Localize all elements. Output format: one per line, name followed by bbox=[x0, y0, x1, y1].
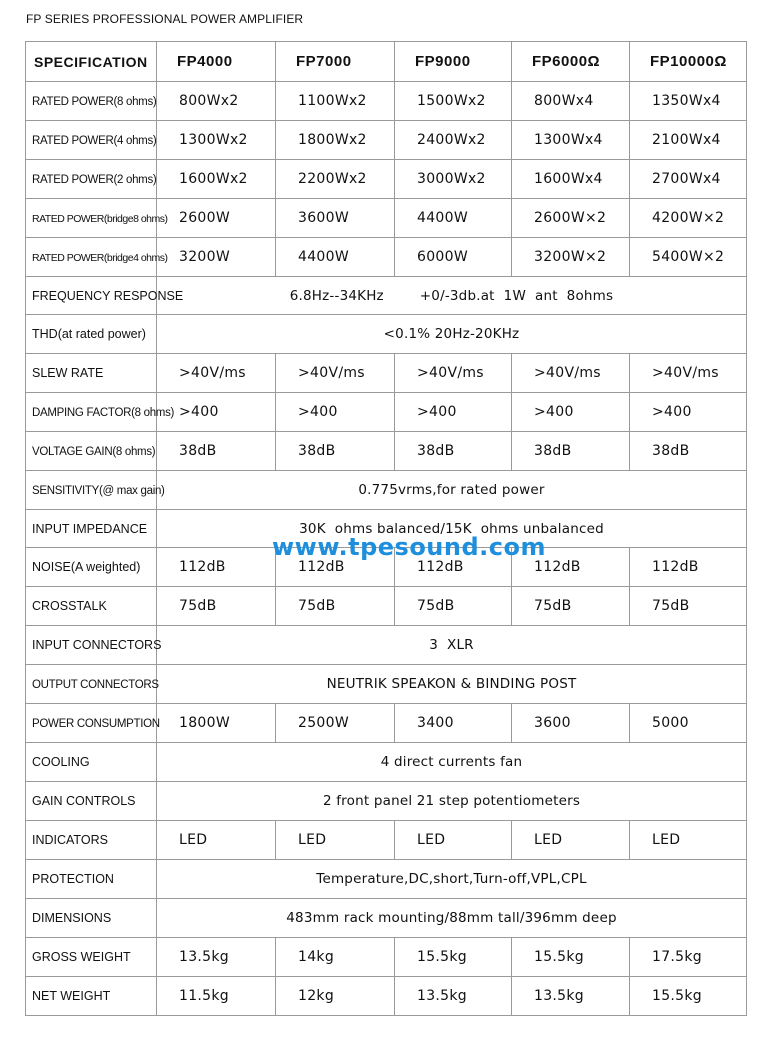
spec-value: >400 bbox=[512, 393, 630, 432]
spec-label-cell bbox=[26, 626, 162, 665]
spec-value: 15.5kg bbox=[512, 938, 630, 977]
spec-value: 4400W bbox=[395, 199, 512, 238]
spec-label-cell bbox=[26, 82, 157, 121]
spec-value: 112dB bbox=[512, 548, 630, 587]
spec-label-cell bbox=[26, 393, 175, 432]
spec-row bbox=[26, 354, 747, 393]
spec-value: 14kg bbox=[276, 938, 395, 977]
spec-row bbox=[26, 899, 747, 938]
spec-row bbox=[26, 315, 747, 354]
spec-value: 12kg bbox=[276, 977, 395, 1016]
spec-value: 2400Wx2 bbox=[395, 121, 512, 160]
spec-value: 15.5kg bbox=[630, 977, 747, 1016]
spec-value: 3200W×2 bbox=[512, 238, 630, 277]
specification-table bbox=[25, 41, 747, 1016]
spec-value: >40V/ms bbox=[512, 354, 630, 393]
spec-label-cell bbox=[26, 977, 157, 1016]
spec-value: 2700Wx4 bbox=[630, 160, 747, 199]
spec-label: DAMPING FACTOR(8 ohms) bbox=[32, 407, 175, 419]
spec-value: 13.5kg bbox=[395, 977, 512, 1016]
spec-value: 112dB bbox=[157, 548, 276, 587]
spec-value: 3400 bbox=[395, 704, 512, 743]
spec-value: 11.5kg bbox=[157, 977, 276, 1016]
spec-label: RATED POWER(4 ohms) bbox=[32, 135, 157, 147]
spec-value: 3600W bbox=[276, 199, 395, 238]
model-header: FP4000 bbox=[157, 42, 276, 82]
spec-value: >40V/ms bbox=[276, 354, 395, 393]
spec-row bbox=[26, 277, 747, 315]
spec-value: 1600Wx2 bbox=[157, 160, 276, 199]
watermark: www.tpesound.com bbox=[272, 533, 546, 561]
spec-label: COOLING bbox=[32, 755, 90, 769]
spec-value: 1800Wx2 bbox=[276, 121, 395, 160]
spec-value: 2500W bbox=[276, 704, 395, 743]
spec-value: 13.5kg bbox=[512, 977, 630, 1016]
spec-value: 1500Wx2 bbox=[395, 82, 512, 121]
spec-label-cell bbox=[26, 199, 168, 238]
spec-label-cell bbox=[26, 821, 157, 860]
spec-label-cell bbox=[26, 510, 157, 548]
spec-value: 800Wx4 bbox=[512, 82, 630, 121]
model-header: FP9000 bbox=[395, 42, 512, 82]
spec-label: POWER CONSUMPTION bbox=[32, 718, 160, 730]
spec-label-cell bbox=[26, 277, 184, 315]
spec-value: LED bbox=[630, 821, 747, 860]
spec-label: RATED POWER(bridge4 ohms) bbox=[32, 252, 168, 264]
spec-row bbox=[26, 471, 747, 510]
spec-value: 2600W bbox=[157, 199, 276, 238]
spec-row bbox=[26, 821, 747, 860]
spec-value: 3000Wx2 bbox=[395, 160, 512, 199]
spec-row bbox=[26, 199, 747, 238]
spec-label: RATED POWER(8 ohms) bbox=[32, 96, 157, 108]
spec-label-cell bbox=[26, 587, 157, 626]
spec-value: 5000 bbox=[630, 704, 747, 743]
spec-row bbox=[26, 121, 747, 160]
spec-label: RATED POWER(bridge8 ohms) bbox=[32, 213, 168, 225]
spec-row bbox=[26, 393, 747, 432]
spec-row bbox=[26, 782, 747, 821]
page-title: FP SERIES PROFESSIONAL POWER AMPLIFIER bbox=[26, 12, 304, 26]
spec-row bbox=[26, 938, 747, 977]
spec-label: FREQUENCY RESPONSE bbox=[32, 288, 184, 303]
spec-value: >400 bbox=[395, 393, 512, 432]
spec-label: SLEW RATE bbox=[32, 366, 104, 380]
spec-shared-value: 3 XLR bbox=[157, 626, 747, 665]
spec-value: 75dB bbox=[630, 587, 747, 626]
spec-label-cell bbox=[26, 315, 157, 354]
header-row bbox=[26, 42, 747, 82]
spec-label-cell bbox=[26, 548, 157, 587]
spec-label: GAIN CONTROLS bbox=[32, 794, 136, 808]
spec-row bbox=[26, 238, 747, 277]
spec-shared-value: 2 front panel 21 step potentiometers bbox=[157, 782, 747, 821]
spec-value: 5400W×2 bbox=[630, 238, 747, 277]
spec-value: >40V/ms bbox=[395, 354, 512, 393]
spec-label: NOISE(A weighted) bbox=[32, 560, 141, 574]
spec-value: 2600W×2 bbox=[512, 199, 630, 238]
spec-value: 4200W×2 bbox=[630, 199, 747, 238]
model-header: FP6000Ω bbox=[512, 42, 630, 82]
spec-label-cell bbox=[26, 782, 157, 821]
spec-value: 112dB bbox=[276, 548, 395, 587]
spec-label: RATED POWER(2 ohms) bbox=[32, 174, 157, 186]
spec-value: >40V/ms bbox=[157, 354, 276, 393]
spec-value: 75dB bbox=[512, 587, 630, 626]
spec-value: 2100Wx4 bbox=[630, 121, 747, 160]
spec-value: 1300Wx4 bbox=[512, 121, 630, 160]
spec-value: >400 bbox=[157, 393, 276, 432]
spec-label: CROSSTALK bbox=[32, 599, 107, 613]
spec-row bbox=[26, 160, 747, 199]
spec-value: >400 bbox=[276, 393, 395, 432]
spec-label-cell bbox=[26, 160, 157, 199]
spec-label: NET WEIGHT bbox=[32, 989, 111, 1003]
spec-label-cell bbox=[26, 121, 157, 160]
spec-value: 38dB bbox=[630, 432, 747, 471]
spec-value: LED bbox=[157, 821, 276, 860]
spec-row bbox=[26, 587, 747, 626]
spec-row bbox=[26, 82, 747, 121]
spec-label: OUTPUT CONNECTORS bbox=[32, 679, 159, 691]
spec-label-cell bbox=[26, 743, 157, 782]
spec-row bbox=[26, 432, 747, 471]
spec-value: 1600Wx4 bbox=[512, 160, 630, 199]
spec-label-cell bbox=[26, 938, 157, 977]
spec-value: 112dB bbox=[395, 548, 512, 587]
spec-row bbox=[26, 743, 747, 782]
spec-shared-value: <0.1% 20Hz-20KHz bbox=[157, 315, 747, 354]
spec-label: INPUT IMPEDANCE bbox=[32, 521, 148, 536]
spec-value: 17.5kg bbox=[630, 938, 747, 977]
spec-value: >40V/ms bbox=[630, 354, 747, 393]
spec-label-cell bbox=[26, 471, 165, 510]
spec-row bbox=[26, 977, 747, 1016]
spec-value: 3200W bbox=[157, 238, 276, 277]
spec-value: >400 bbox=[630, 393, 747, 432]
spec-label-cell bbox=[26, 704, 160, 743]
spec-row bbox=[26, 626, 747, 665]
spec-shared-value: Temperature,DC,short,Turn-off,VPL,CPL bbox=[157, 860, 747, 899]
spec-shared-value: 6.8Hz--34KHz +0/-3db.at 1W ant 8ohms bbox=[157, 277, 747, 315]
spec-value: 75dB bbox=[276, 587, 395, 626]
spec-label: DIMENSIONS bbox=[32, 911, 112, 925]
spec-label: PROTECTION bbox=[32, 872, 114, 886]
model-header: FP10000Ω bbox=[630, 42, 747, 82]
spec-value: 75dB bbox=[157, 587, 276, 626]
spec-value: 3600 bbox=[512, 704, 630, 743]
spec-value: 75dB bbox=[395, 587, 512, 626]
spec-value: 38dB bbox=[157, 432, 276, 471]
spec-value: 15.5kg bbox=[395, 938, 512, 977]
spec-label-cell bbox=[26, 354, 157, 393]
spec-value: 38dB bbox=[512, 432, 630, 471]
spec-label-cell bbox=[26, 432, 157, 471]
spec-shared-value: 4 direct currents fan bbox=[157, 743, 747, 782]
model-header: FP7000 bbox=[276, 42, 395, 82]
spec-value: LED bbox=[276, 821, 395, 860]
spec-value: 13.5kg bbox=[157, 938, 276, 977]
spec-shared-value: 30K ohms balanced/15K ohms unbalanced bbox=[157, 510, 747, 548]
spec-shared-value: 0.775vrms,for rated power bbox=[157, 471, 747, 510]
spec-label: INPUT CONNECTORS bbox=[32, 638, 162, 652]
spec-value: 1350Wx4 bbox=[630, 82, 747, 121]
spec-value: 6000W bbox=[395, 238, 512, 277]
spec-label: GROSS WEIGHT bbox=[32, 950, 131, 964]
spec-label-cell bbox=[26, 860, 157, 899]
spec-value: LED bbox=[512, 821, 630, 860]
spec-value: 2200Wx2 bbox=[276, 160, 395, 199]
spec-label: THD(at rated power) bbox=[32, 327, 146, 341]
spec-value: LED bbox=[395, 821, 512, 860]
spec-value: 1100Wx2 bbox=[276, 82, 395, 121]
spec-value: 1800W bbox=[157, 704, 276, 743]
spec-label: SENSITIVITY(@ max gain) bbox=[32, 485, 165, 497]
spec-row bbox=[26, 704, 747, 743]
spec-row bbox=[26, 860, 747, 899]
header-label: SPECIFICATION bbox=[26, 42, 157, 82]
spec-shared-value: 483mm rack mounting/88mm tall/396mm deep bbox=[157, 899, 747, 938]
spec-label-cell bbox=[26, 899, 157, 938]
spec-label-cell bbox=[26, 665, 157, 704]
spec-label: VOLTAGE GAIN(8 ohms) bbox=[32, 446, 156, 458]
spec-value: 800Wx2 bbox=[157, 82, 276, 121]
spec-label: INDICATORS bbox=[32, 833, 108, 847]
spec-value: 38dB bbox=[276, 432, 395, 471]
spec-value: 38dB bbox=[395, 432, 512, 471]
spec-value: 4400W bbox=[276, 238, 395, 277]
spec-row bbox=[26, 665, 747, 704]
spec-value: 1300Wx2 bbox=[157, 121, 276, 160]
spec-value: 112dB bbox=[630, 548, 747, 587]
spec-label-cell bbox=[26, 238, 168, 277]
spec-shared-value: NEUTRIK SPEAKON & BINDING POST bbox=[157, 665, 747, 704]
